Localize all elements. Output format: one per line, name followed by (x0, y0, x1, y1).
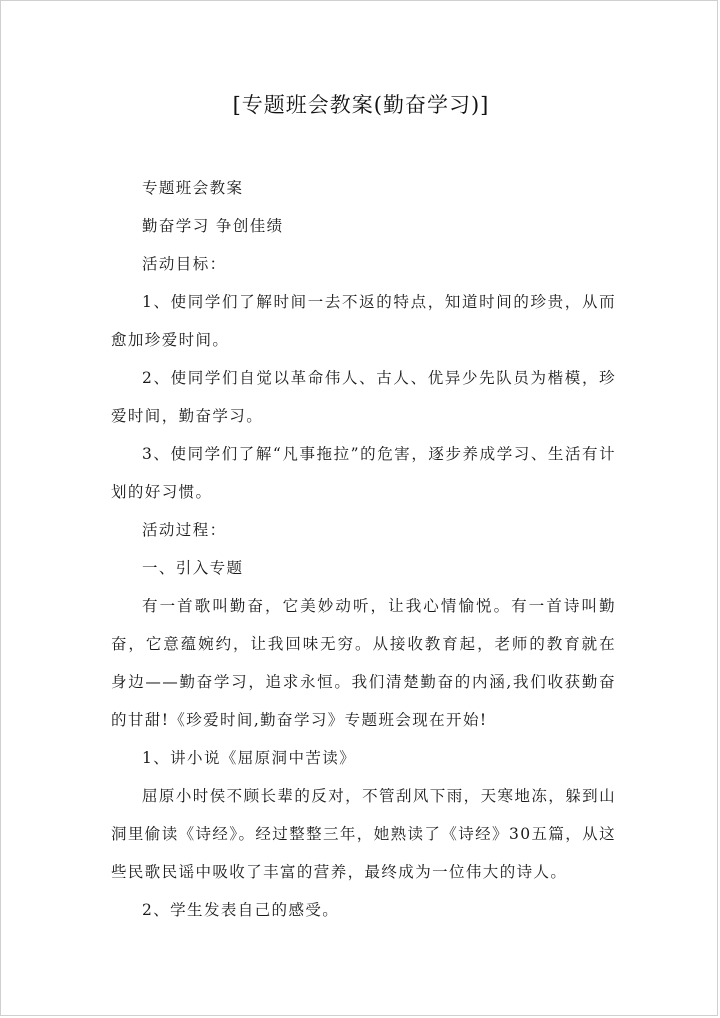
paragraph-section-1: 一、引入专题 (142, 559, 244, 577)
paragraph-story-heading: 1、讲小说《屈原洞中苦读》 (142, 749, 357, 767)
paragraph-goals-label: 活动目标： (142, 255, 227, 273)
paragraph-intro: 有一首歌叫勤奋，它美妙动听，让我心情愉悦。有一首诗叫勤奋，它意蕴婉约，让我回味无穷。从接收教育起，老师的教育就在身边——勤奋学习，追求永恒。我们清楚勤奋的内涵,我们收获勤奋的甘甜!《珍爱时间,勤奋学习》专题班会现在开始! (111, 597, 616, 729)
paragraph-goal-2: 2、使同学们自觉以革命伟人、古人、优异少先队员为楷模，珍爱时间，勤奋学习。 (111, 369, 616, 425)
paragraph-heading: 专题班会教案 (142, 179, 244, 197)
paragraph-process-label: 活动过程： (142, 521, 227, 539)
document-body (111, 169, 616, 929)
paragraph-step-2: 2、学生发表自己的感受。 (142, 901, 340, 919)
paragraph-goal-1: 1、使同学们了解时间一去不返的特点，知道时间的珍贵，从而愈加珍爱时间。 (111, 293, 616, 349)
paragraph-goal-3: 3、使同学们了解“凡事拖拉”的危害，逐步养成学习、生活有计划的好习惯。 (111, 445, 616, 501)
paragraph-story: 屈原小时侯不顾长辈的反对，不管刮风下雨，天寒地冻，躲到山洞里偷读《诗经》。经过整整三年，她熟读了《诗经》30五篇，从这些民歌民谣中吸收了丰富的营养，最终成为一位伟大的诗人。 (111, 787, 616, 881)
paragraph-subtitle: 勤奋学习 争创佳绩 (142, 217, 284, 235)
document-title: [专题班会教案(勤奋学习)] (232, 93, 490, 117)
